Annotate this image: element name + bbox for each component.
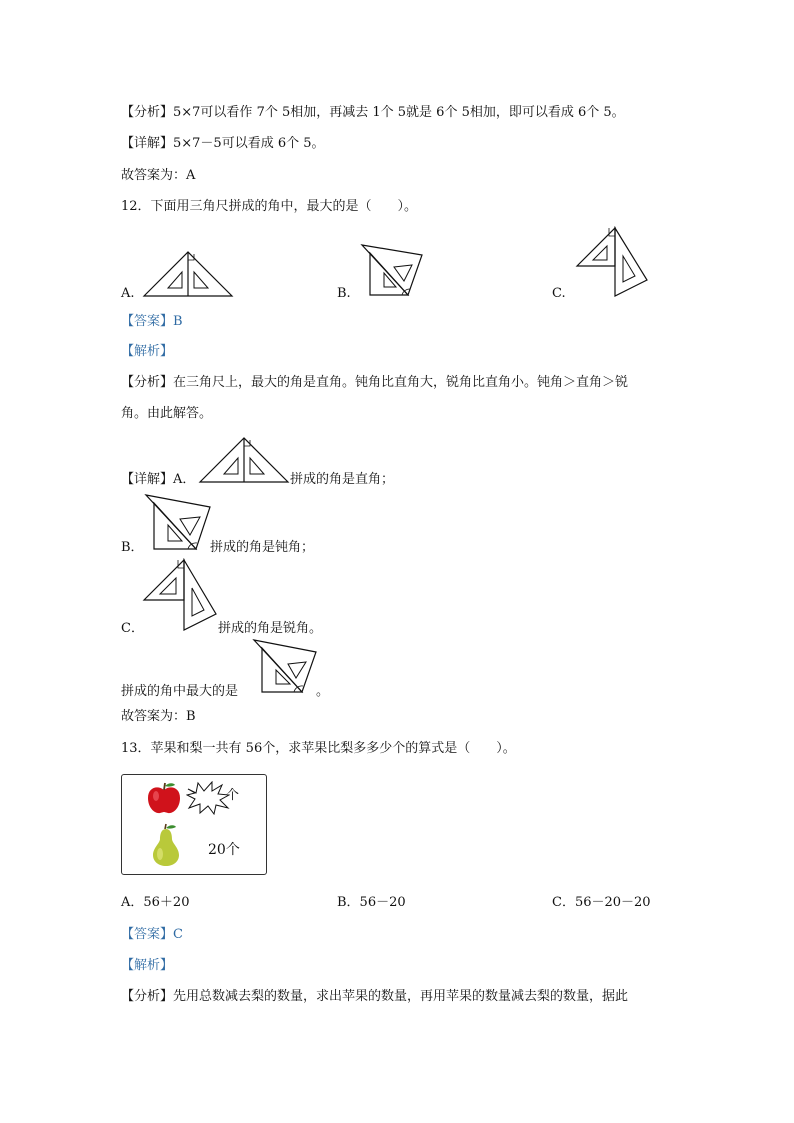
detail-figure-c [142,558,218,632]
set-square-figure-b [358,243,424,299]
q11-answer-line: 故答案为：A [121,168,196,183]
q12-answer-tag: 【答案】B [121,314,183,329]
q12-jiexi-tag: 【解析】 [121,344,174,359]
q12-detail-b-label: B． [121,540,144,555]
q12-analysis-line2: 角。由此解答。 [121,406,213,421]
q12-option-b-label: B. [337,286,351,301]
q12-option-a-label: A. [121,286,135,301]
q12-largest-end: 。 [316,684,330,699]
q13-option-a: A．56＋20 [121,895,190,910]
q12-option-c-label: C. [552,286,566,301]
q13-option-b: B．56－20 [337,895,406,910]
pear-icon [150,823,182,867]
set-square-figure-a [142,250,236,298]
pear-count: 20个 [208,842,240,858]
detail-figure-b [142,493,212,553]
largest-figure-b [250,638,318,696]
detail-figure-a [198,436,292,484]
q11-analysis: 【分析】5×7可以看作 7个 5相加，再减去 1个 5就是 6个 5相加，即可以看成 6个 5。 [121,105,625,120]
q12-detail-prefix: 【详解】A． [121,472,196,487]
q13-stem: 13．苹果和梨一共有 56个，求苹果比梨多多少个的算式是（ ）。 [121,741,516,756]
apple-icon [146,781,182,815]
q12-detail-c-label: C． [121,621,144,636]
set-square-figure-c [575,226,649,298]
q13-option-c: C．56－20－20 [552,895,651,910]
q12-analysis-line1: 【分析】在三角尺上，最大的角是直角。钝角比直角大，锐角比直角小。钝角＞直角＞锐 [121,375,629,390]
apple-count-suffix: 个 [226,788,240,803]
q13-analysis: 【分析】先用总数减去梨的数量，求出苹果的数量，再用苹果的数量减去梨的数量，据此 [121,989,629,1004]
q12-detail-c: 拼成的角是锐角。 [218,621,323,636]
q12-answer-line: 故答案为：B [121,709,196,724]
q11-detail: 【详解】5×7－5可以看成 6个 5。 [121,136,325,151]
q12-detail-a: 拼成的角是直角； [290,472,395,487]
hidden-count-burst-icon [186,781,230,815]
q13-answer-tag: 【答案】C [121,927,183,942]
q12-stem: 12．下面用三角尺拼成的角中，最大的是（ ）。 [121,199,418,214]
q12-largest: 拼成的角中最大的是 [121,684,239,699]
q13-jiexi-tag: 【解析】 [121,958,174,973]
fruit-picture-box [121,774,267,875]
q12-detail-b: 拼成的角是钝角； [210,540,315,555]
